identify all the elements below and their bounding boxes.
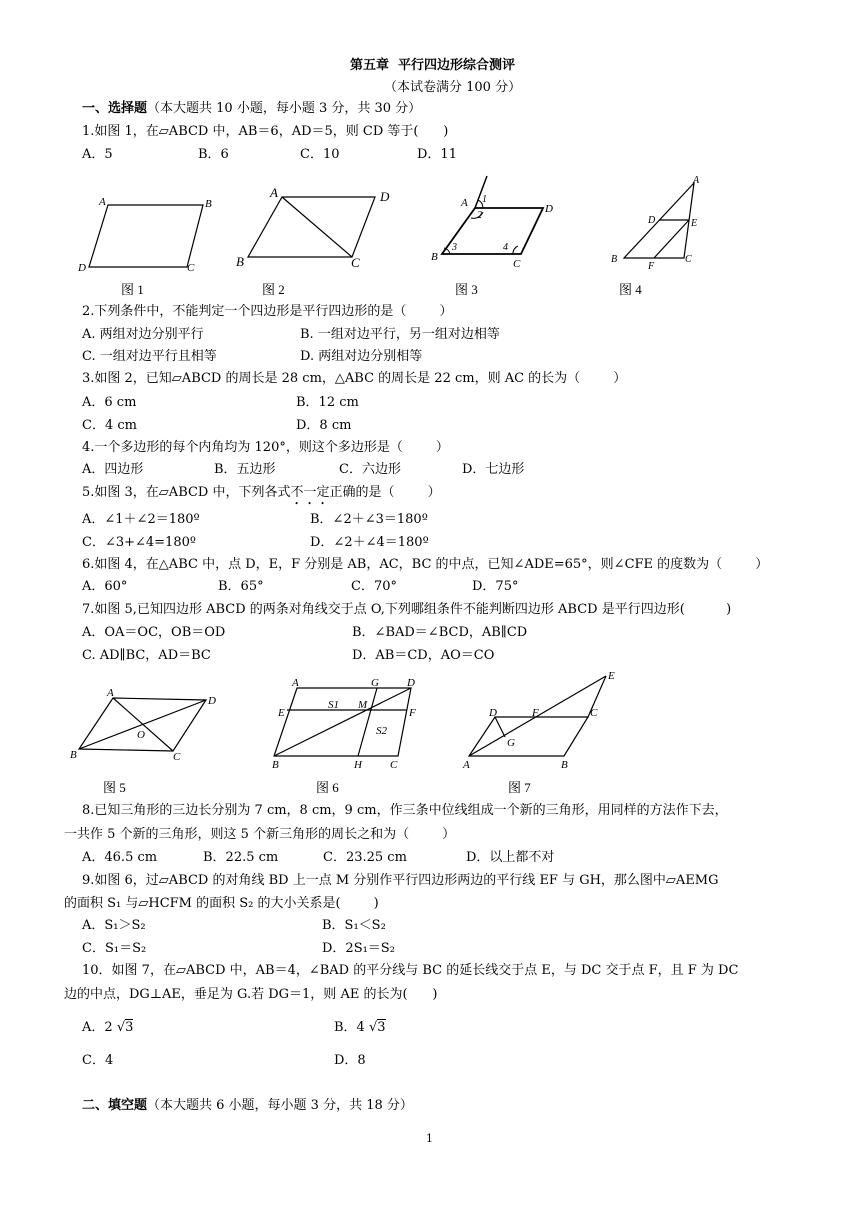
figure-2 [230,180,410,275]
fig1-label-c: C [187,262,195,274]
q9-option-b: B．S₁＜S₂ [322,918,386,933]
q7-option-c: C. AD∥BC，AD＝BC [82,648,211,663]
fig3-angle-1: 1 [482,194,487,205]
angle-4-arc [513,246,518,254]
q1-option-c: C．10 [300,147,340,162]
q8-option-c: C．23.25 cm [323,850,407,865]
q8-line2: 一共作 5 个新的三角形，则这 5 个新三角形的周长之和为（ ） [64,827,456,842]
q9-line1: 9.如图 6，过▱ABCD 的对角线 BD 上一点 M 分别作平行四边形两边的平行线 EF 与 GH，那么图中▱AEMG [82,873,719,888]
parallelogram-abcd [469,717,588,756]
parallelogram-abcd [248,197,375,257]
page-title: 第五章 平行四边形综合测评 [350,58,516,73]
q4-stem: 4.一个多边形的每个内角均为 120°，则这个多边形是（ ） [82,440,449,455]
q10-option-b [334,1020,386,1036]
q5-option-d: D．∠2＋∠4＝180º [310,535,429,550]
q1-stem: 1.如图 1，在▱ABCD 中，AB＝6，AD＝5，则 CD 等于( ) [82,124,449,139]
q4-option-b: B．五边形 [214,462,276,477]
q9-option-a: A．S₁＞S₂ [82,918,146,933]
q9-line2: 的面积 S₁ 与▱HCFM 的面积 S₂ 的大小关系是( ) [64,896,379,911]
fig3-label-d: D [545,203,553,215]
figure-4 [605,172,710,272]
parallelogram-abcd [442,208,543,254]
fig5-caption: 图 5 [103,780,126,795]
q9-option-d: D．2S₁＝S₂ [322,941,395,956]
q8-option-a: A．46.5 cm [82,850,158,865]
q3-stem: 3.如图 2，已知▱ABCD 的周长是 28 cm，△ABC 的周长是 22 cm，则 AC 的长为（ ） [82,371,627,386]
fig6-caption: 图 6 [316,780,339,795]
diagonal-ac [282,197,352,257]
q4-option-c: C．六边形 [339,462,401,477]
q2-option-b: B. 一组对边平行，另一组对边相等 [300,327,500,342]
figure-3 [425,172,565,272]
section2-heading: 二、填空题 [82,1098,148,1113]
fig2-caption: 图 2 [262,282,285,297]
fig6-label-h: H [354,759,362,771]
figure-7 [458,666,628,774]
q7-stem: 7.如图 5,已知四边形 ABCD 的两条对角线交于点 O,下列哪组条件不能判断四边形 ABCD 是平行四边形( ) [82,602,732,617]
fig2-label-a: A [270,185,278,200]
fig6-label-e: E [278,707,285,719]
q5-option-c: C．∠3+∠4=180º [82,535,196,550]
fig7-label-c: C [590,707,598,719]
q6-option-b: B．65° [218,579,264,594]
fig1-label-b: B [205,198,212,210]
fig3-label-a: A [461,197,468,209]
fig3-label-c: C [513,258,521,270]
segment-ef [654,220,689,258]
fig7-label-g: G [507,737,515,749]
fig5-label-d: D [208,695,216,707]
q10-option-a-radicand: 3 [125,1020,134,1035]
q7-option-a: A．OA＝OC，OB＝OD [82,625,226,640]
fig4-label-c: C [685,254,692,265]
fig3-label-b: B [431,251,438,263]
q8-line1: 8.已知三角形的三边长分别为 7 cm，8 cm，9 cm，作三条中位线组成一个新的三角形，用同样的方法作下去， [82,803,728,818]
diagonal-bd [79,700,206,749]
fig7-caption: 图 7 [508,780,531,795]
q1-option-a: A．5 [82,147,113,162]
fig5-label-a: A [107,687,114,699]
q6-stem: 6.如图 4，在△ABC 中，点 D，E，F 分别是 AB，AC，BC 的中点，已知∠ADE=65°，则∠CFE 的度数为（ ） [82,557,769,572]
q3-option-b: B．12 cm [296,395,359,410]
fig3-caption: 图 3 [455,282,478,297]
segment-dg [495,717,505,737]
q1-option-d: D．11 [417,147,457,162]
q10-option-d: D．8 [334,1053,366,1068]
fig6-label-s1: S1 [328,699,339,711]
fig5-label-c: C [173,751,181,763]
fig6-label-c: C [390,759,398,771]
figure-5 [65,684,230,770]
q8-option-b: B．22.5 cm [203,850,279,865]
fig7-label-f: F [532,707,539,719]
q5-option-a: A．∠1＋∠2＝180º [82,512,200,527]
q3-option-a: A．6 cm [82,395,137,410]
fig4-caption: 图 4 [619,282,642,297]
fig7-label-a: A [463,759,470,771]
figure-6 [268,674,428,774]
fig3-angle-4: 4 [503,242,508,253]
figure-1 [75,170,225,278]
fig4-label-f: F [648,261,655,272]
q6-option-d: D．75° [472,579,519,594]
q9-option-c: C．S₁＝S₂ [82,941,147,956]
fig4-label-e: E [691,218,698,229]
q3-option-d: D．8 cm [296,418,352,433]
q2-option-a: A. 两组对边分别平行 [82,327,204,342]
fig3-angle-3: 3 [452,242,457,253]
fig7-label-b: B [561,759,568,771]
q2-stem: 2.下列条件中，不能判定一个四边形是平行四边形的是（ ） [82,304,453,319]
fig6-label-m: M [358,699,368,711]
section1-note: （本大题共 10 小题，每小题 3 分，共 30 分） [147,101,422,116]
q10-option-b-radicand: 3 [377,1020,386,1035]
fig3-angle-2: 2 [477,210,482,221]
q5-option-b: B．∠2＋∠3＝180º [310,512,428,527]
fig7-label-d: D [489,707,497,719]
fig6-label-b: B [272,759,279,771]
sqrt-icon: √ [116,1020,126,1035]
q1-option-b: B．6 [198,147,229,162]
fig6-label-s2: S2 [376,725,387,737]
fig4-label-d: D [648,215,656,226]
q2-option-d: D. 两组对边分别相等 [300,349,423,364]
q5-stem [82,485,441,508]
section2-note: （本大题共 6 小题，每小题 3 分，共 18 分） [147,1098,413,1113]
q8-option-d: D．以上都不对 [466,850,555,865]
fig2-label-c: C [351,255,360,270]
parallelogram-abcd [89,205,203,267]
fig1-label-a: A [99,196,106,208]
q4-option-d: D．七边形 [462,462,525,477]
q10-option-c: C．4 [82,1053,114,1068]
fig6-label-a: A [292,677,299,689]
fig2-label-d: D [380,189,390,204]
fig6-label-g: G [371,677,379,689]
section1-heading: 一、选择题 [82,101,148,116]
fig1-caption: 图 1 [121,282,144,297]
fig5-label-b: B [70,749,77,761]
sqrt-icon: √ [368,1020,378,1035]
fig2-label-b: B [236,254,244,269]
q5-stem-emphasis: 不一定 [290,485,330,500]
q4-option-a: A．四边形 [82,462,144,477]
q10-option-b-prefix: B．4 [334,1020,365,1035]
fig6-label-d: D [407,677,415,689]
diagonal-bd [274,688,411,756]
fig4-label-a: A [693,175,700,186]
q10-line1: 10．如图 7，在▱ABCD 中，AB＝4，∠BAD 的平分线与 BC 的延长线交于点 E，与 DC 交于点 F，且 F 为 DC [82,963,739,978]
page-number: 1 [426,1132,433,1145]
q7-option-b: B．∠BAD＝∠BCD，AB∥CD [352,625,528,640]
page-subtitle: （本试卷满分 100 分） [384,80,522,95]
q2-option-c: C. 一组对边平行且相等 [82,349,217,364]
section1-title [82,101,421,117]
q6-option-a: A．60° [82,579,128,594]
q10-option-a [82,1020,133,1036]
fig5-label-o: O [137,729,145,741]
q7-option-d: D．AB＝CD，AO＝CO [352,648,495,663]
q10-option-a-prefix: A．2 [82,1020,113,1035]
q10-line2: 边的中点，DG⊥AE，垂足为 G.若 DG＝1，则 AE 的长为( ) [64,987,438,1002]
q6-option-c: C．70° [351,579,397,594]
q3-option-c: C．4 cm [82,418,137,433]
q5-stem-before: 5.如图 3，在▱ABCD 中，下列各式 [82,485,291,500]
fig6-label-f: F [409,707,416,719]
fig1-label-d: D [78,262,86,274]
fig4-label-b: B [611,254,618,265]
fig7-label-e: E [608,670,615,682]
q5-stem-after: 正确的是（ ） [329,485,441,500]
section2-title [82,1098,413,1114]
